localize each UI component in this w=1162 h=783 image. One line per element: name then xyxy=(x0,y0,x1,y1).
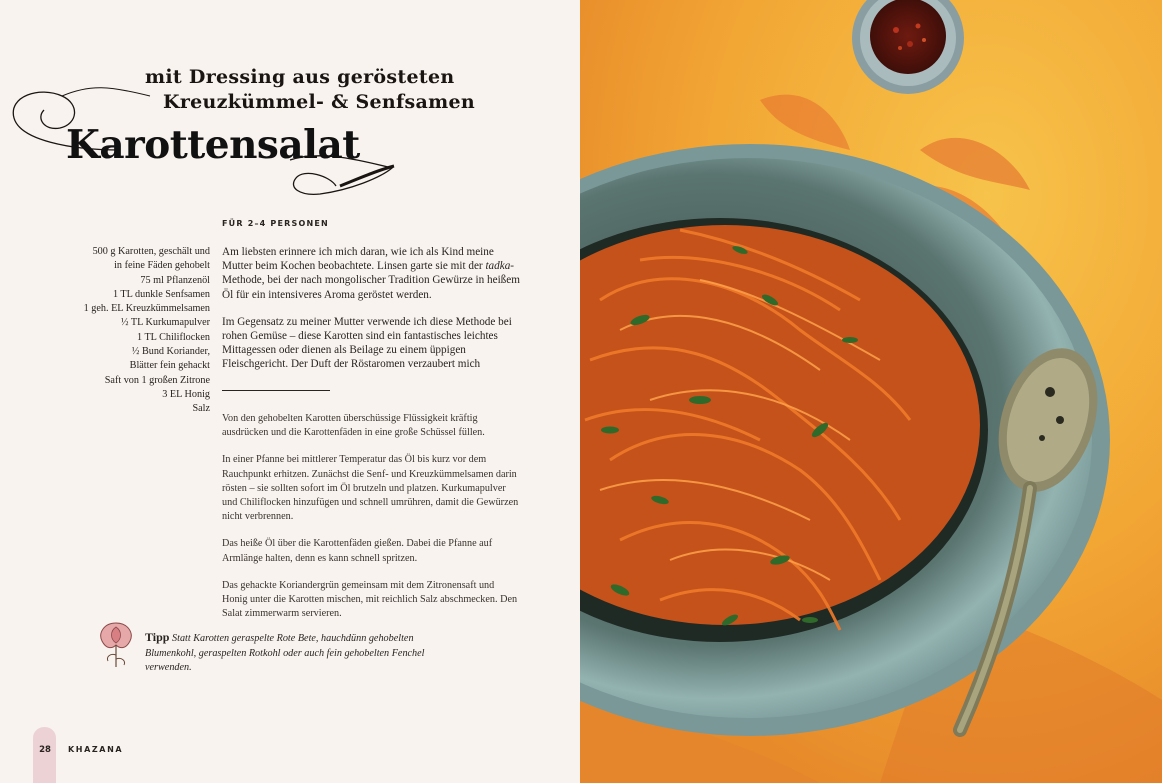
serves-label: FÜR 2–4 PERSONEN xyxy=(222,219,329,228)
tip-text: Statt Karotten geraspelte Rote Bete, hauchdünn gehobelten Blumenkohl, geraspelten Rotkohl oder auch fein gehobelten Fenchel verwenden. xyxy=(145,633,425,674)
page-tab xyxy=(33,727,56,783)
ingredient-line: Blätter fein gehackt xyxy=(129,360,210,372)
method-step: Das gehackte Koriandergrün gemeinsam mit dem Zitronensaft und Honig unter die Karotten mischen, mit reichlich Salz abschmecken. Den Salat zimmerwarm servieren. xyxy=(222,579,518,620)
flower-icon xyxy=(96,615,136,671)
subtitle-line-2: Kreuzkümmel- & Senfsamen xyxy=(163,91,475,113)
method-step: Von den gehobelten Karotten überschüssige Flüssigkeit kräftig ausdrücken und die Karottenfäden in eine große Schüssel füllen. xyxy=(222,413,485,439)
ingredient-line: 75 ml Pflanzenöl xyxy=(140,274,210,286)
ingredient-line: ½ TL Kurkumapulver xyxy=(120,317,210,329)
ingredient-line: 1 geh. EL Kreuzkümmelsamen xyxy=(83,303,210,315)
tip-box xyxy=(145,630,445,676)
method-step: Das heiße Öl über die Karottenfäden gießen. Dabei die Pfanne auf Armlänge halten, denn es kann schnell spritzen. xyxy=(222,538,493,564)
ingredient-line: in feine Fäden gehobelt xyxy=(114,260,210,272)
ingredient-line: 500 g Karotten, geschält und xyxy=(92,246,210,257)
left-page xyxy=(0,0,580,783)
subtitle-line-1: mit Dressing aus gerösteten xyxy=(145,66,455,88)
ingredient-line: ½ Bund Koriander, xyxy=(131,346,210,358)
method-step: In einer Pfanne bei mittlerer Temperatur das Öl bis kurz vor dem Rauchpunkt erhitzen. Zunächst die Senf- und Kreuzkümmelsamen darin rösten – sie sollten sofort im Öl brutzeln und platzen. Kurkumapulver und Chiliflocken hinzufügen und schnell umrühren, damit die Gewürzen nicht verbrennen. xyxy=(222,454,519,523)
intro-text xyxy=(222,245,522,385)
intro-paragraph-2: Im Gegensatz zu meiner Mutter verwende ich diese Methode bei rohen Gemüse – diese Karotten sind ein fantastisches leichtes Mittagessen oder dienen als Beilage zu einem üppigen Fleischgericht. Der Duft der Röstaromen verzaubert mich xyxy=(222,315,512,371)
section-divider xyxy=(222,390,330,391)
ingredient-line: 1 TL dunkle Senfsamen xyxy=(112,288,210,300)
ingredient-line: Saft von 1 großen Zitrone xyxy=(104,374,210,386)
intro-paragraph-1 xyxy=(222,245,522,302)
page-number: 28 xyxy=(39,745,51,755)
running-title: KHAZANA xyxy=(68,745,124,754)
ingredient-line: 3 EL Honig xyxy=(162,388,210,400)
ingredient-line: 1 TL Chiliflocken xyxy=(137,331,210,343)
tadka-term: tadka xyxy=(485,260,511,273)
carrot-salad-photo xyxy=(580,0,1162,783)
method-steps xyxy=(222,412,522,634)
ingredient-line: Salz xyxy=(192,403,210,415)
photo-page xyxy=(580,0,1162,783)
intro-text-a: Am liebsten erinnere ich mich daran, wie ich als Kind meine Mutter beim Kochen beobachtete. Linsen garte sie mit der xyxy=(222,246,494,273)
recipe-title: Karottensalat xyxy=(66,122,360,168)
tip-label: Tipp xyxy=(145,630,170,644)
ingredient-list xyxy=(60,245,210,417)
intro-text-b: -Methode, bei der nach mongolischer Tradition Gewürze in heißem Öl für ein intensiveres Aroma geröstet werden. xyxy=(222,260,520,301)
